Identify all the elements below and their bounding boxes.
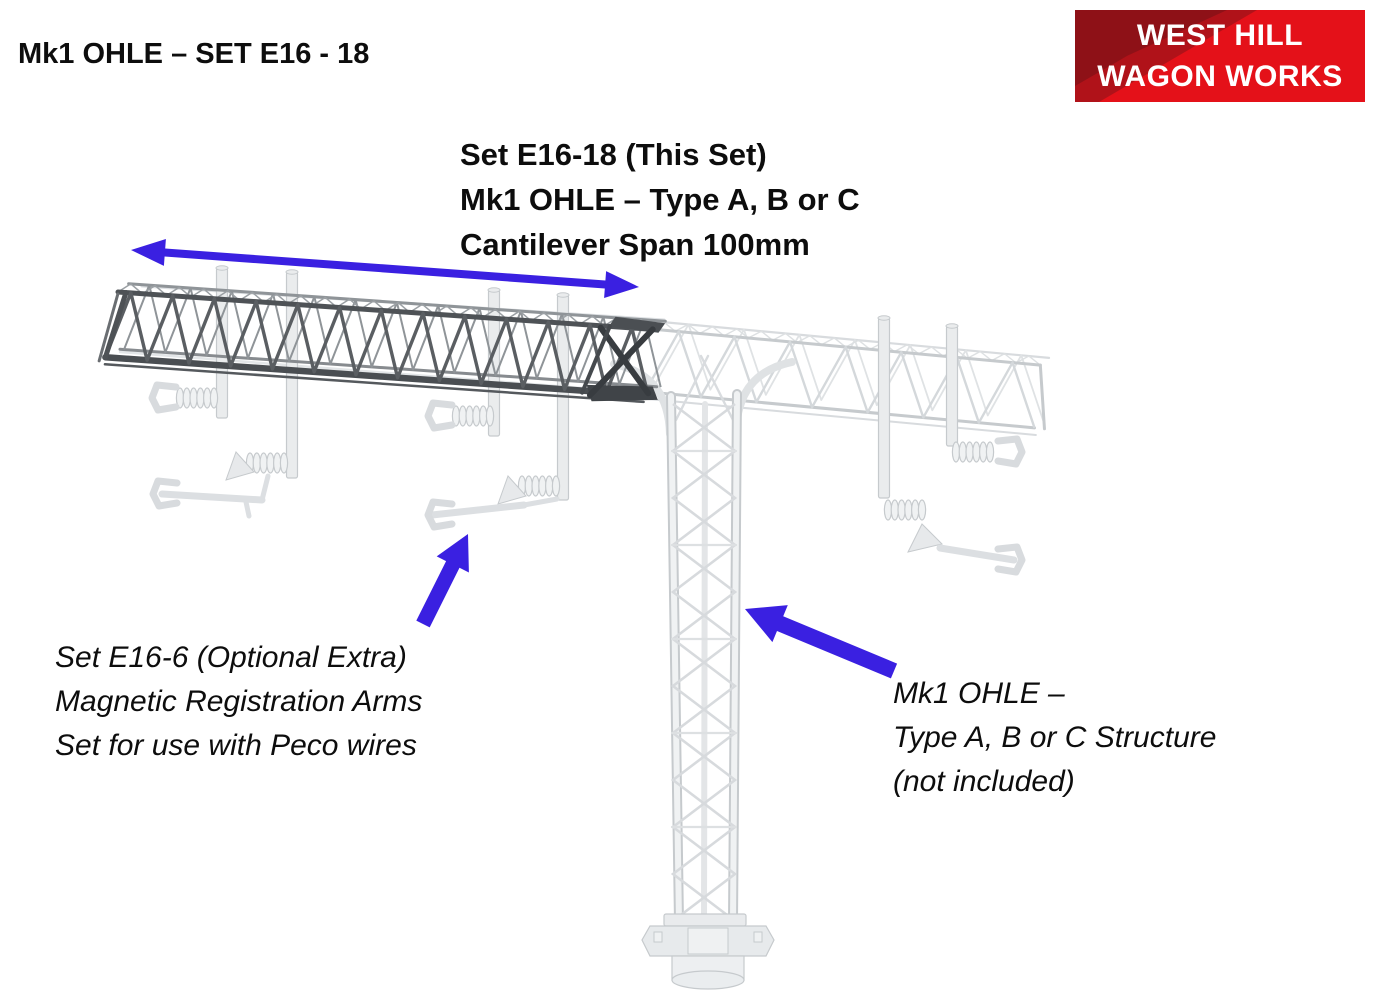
annotation-arrows — [131, 239, 897, 678]
structure-pointer-arrow — [745, 605, 897, 678]
optional-extra-line2: Magnetic Registration Arms — [55, 685, 423, 718]
structure-line2: Type A, B or C Structure — [893, 721, 1217, 754]
optional-extra-label — [55, 636, 422, 768]
page-title: Mk1 OHLE – SET E16 - 18 — [18, 38, 370, 70]
optional-extra-line3: Set for use with Peco wires — [55, 729, 417, 762]
structure-line1: Mk1 OHLE – — [893, 677, 1065, 710]
logo-line2: WAGON WORKS — [1097, 60, 1343, 93]
ghost-mast — [614, 356, 792, 922]
arms-pointer-arrow — [416, 534, 469, 627]
logo-line1: WEST HILL — [1136, 19, 1304, 52]
mast-base — [642, 914, 774, 989]
optional-extra-line1: Set E16-6 (Optional Extra) — [55, 641, 407, 674]
this-set-line2: Mk1 OHLE – Type A, B or C — [460, 182, 860, 217]
this-set-label — [460, 132, 860, 267]
this-set-line1: Set E16-18 (This Set) — [460, 137, 767, 172]
cantilever-truss-dark — [99, 281, 666, 406]
this-set-line3: Cantilever Span 100mm — [460, 227, 810, 262]
ghost-registration-arms — [152, 266, 1022, 572]
structure-line3: (not included) — [893, 765, 1075, 798]
structure-label — [893, 672, 1216, 804]
